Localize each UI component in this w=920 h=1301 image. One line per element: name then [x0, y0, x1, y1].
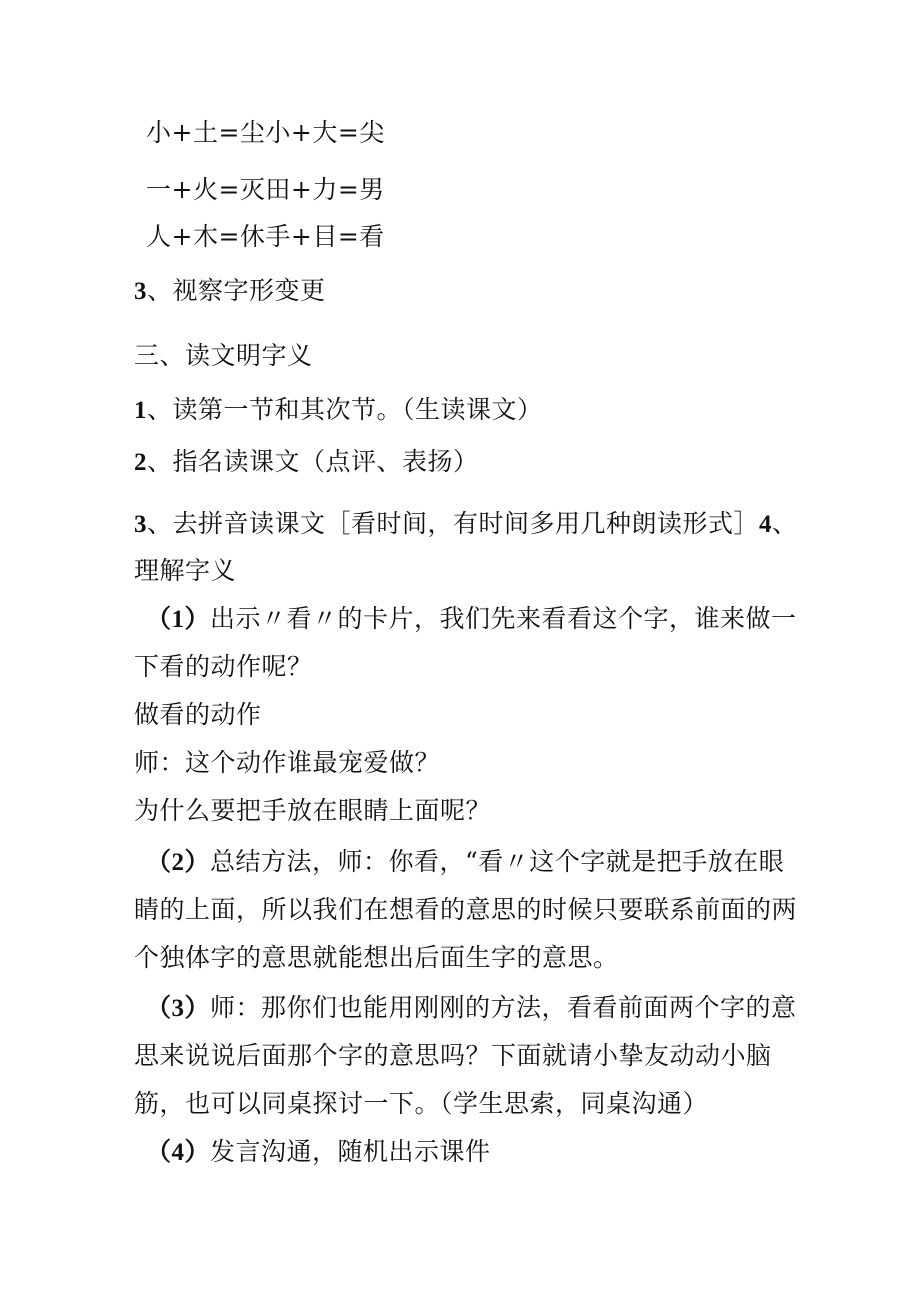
list-text: 、去拼音读课文［看时间，有时间多用几种朗读形式］: [147, 509, 760, 538]
paragraph-line: [134, 943, 619, 973]
teacher-question: [134, 748, 440, 778]
sub-item-text: 发言沟通，随机出示课件: [210, 1137, 491, 1166]
paragraph-text: 筋，也可以同桌探讨一下。（学生思索，同桌沟通）: [134, 1089, 709, 1118]
list-text: 、视察字形变更: [147, 276, 326, 305]
paragraph-text: 师：这个动作谁最宠爱做？: [134, 748, 441, 777]
list-number: 2: [134, 449, 147, 476]
paragraph-text: 下看的动作呢？: [134, 652, 313, 681]
list-text: 理解字义: [134, 556, 237, 585]
sub-item-text: 总结方法，师：你看，“看〃这个字就是把手放在眼: [210, 847, 785, 876]
paragraph-line: [134, 796, 491, 826]
paragraph-line: [134, 1089, 708, 1119]
step-1-read: [134, 395, 543, 426]
step-3-observe: [134, 276, 326, 307]
sub-item-number: （1）: [146, 606, 211, 633]
step-3-read: [134, 509, 798, 540]
sub-item-2: [146, 847, 784, 878]
list-number: 4: [759, 511, 773, 538]
paragraph-text: 睛的上面，所以我们在想看的意思的时候只要联系前面的两: [134, 895, 798, 924]
list-text: 、读第一节和其次节。（生读课文）: [147, 395, 543, 424]
sub-item-text: 师：那你们也能用刚刚的方法，看看前面两个字的意: [210, 993, 797, 1022]
sub-item-number: （3）: [146, 995, 211, 1022]
formula-line-1: [146, 118, 385, 148]
section-heading-text: 三、读文明字义: [134, 341, 313, 370]
sub-item-number: （2）: [146, 849, 211, 876]
paragraph-text: 做看的动作: [134, 700, 262, 729]
formula-text: 小+土=尘小+大=尖: [146, 118, 385, 147]
paragraph-text: 思来说说后面那个字的意思吗？下面就请小挚友动动小脑: [134, 1041, 772, 1070]
formula-line-3: [146, 222, 385, 252]
sub-item-1: [146, 604, 797, 635]
formula-line-2: [146, 175, 385, 205]
formula-text: 一+火=灭田+力=男: [146, 175, 385, 204]
paragraph-text: 为什么要把手放在眼睛上面呢？: [134, 796, 492, 825]
paragraph-line: [134, 895, 797, 925]
sub-item-text: 出示〃看〃的卡片，我们先来看看这个字，谁来做一: [210, 604, 797, 633]
list-text: 、指名读课文（点评、表扬）: [147, 447, 479, 476]
step-4-continued: [134, 556, 236, 586]
sub-item-1-continued: [134, 652, 313, 682]
step-2-read: [134, 447, 479, 478]
sub-item-number: （4）: [146, 1139, 211, 1166]
paragraph-text: 个独体字的意思就能想出后面生字的意思。: [134, 943, 619, 972]
list-number: 1: [134, 397, 147, 424]
sub-item-4: [146, 1137, 491, 1168]
list-text: 、: [772, 509, 798, 538]
list-number: 3: [134, 278, 147, 305]
paragraph-line: [134, 700, 262, 730]
formula-text: 人+木=休手+目=看: [146, 222, 385, 251]
paragraph-line: [134, 1041, 772, 1071]
list-number: 3: [134, 511, 147, 538]
section-heading-3: [134, 341, 313, 371]
sub-item-3: [146, 993, 797, 1024]
